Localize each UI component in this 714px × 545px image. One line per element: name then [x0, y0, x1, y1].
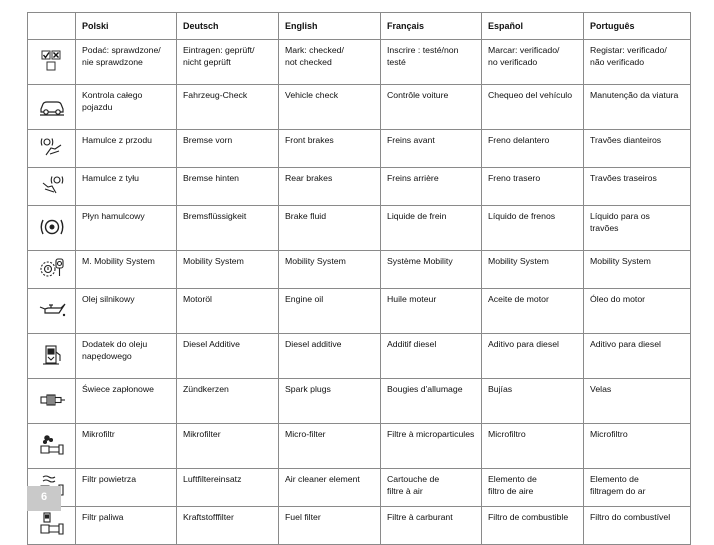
- cell-polski: Olej silnikowy: [76, 289, 177, 334]
- cell-espanol: Freno trasero: [482, 168, 584, 206]
- cell-deutsch: Zündkerzen: [177, 379, 279, 424]
- cell-portugues: Aditivo para diesel: [584, 334, 691, 379]
- cell-english: Front brakes: [279, 130, 381, 168]
- engine-oil-icon: [37, 298, 67, 322]
- table-row: [28, 168, 691, 206]
- spark-plug-icon: [37, 388, 67, 412]
- cell-deutsch: Bremse vorn: [177, 130, 279, 168]
- cell-espanol: Elemento de filtro de aire: [482, 469, 584, 507]
- cell-polski: Świece zapłonowe: [76, 379, 177, 424]
- cell-francais: Freins avant: [381, 130, 482, 168]
- cell-deutsch: Diesel Additive: [177, 334, 279, 379]
- header-deutsch: Deutsch: [177, 13, 279, 40]
- row-icon-cell: [28, 168, 76, 206]
- table-row: [28, 469, 691, 507]
- cell-polski: Filtr powietrza: [76, 469, 177, 507]
- cell-francais: Freins arrière: [381, 168, 482, 206]
- cell-polski: M. Mobility System: [76, 251, 177, 289]
- maintenance-translation-table: [27, 12, 690, 522]
- rear-brakes-icon: [37, 173, 67, 197]
- cell-english: Air cleaner element: [279, 469, 381, 507]
- cell-deutsch: Kraftstofffilter: [177, 507, 279, 545]
- cell-francais: Filtre à microparticules: [381, 424, 482, 469]
- header-english: English: [279, 13, 381, 40]
- cell-espanol: Aditivo para diesel: [482, 334, 584, 379]
- cell-espanol: Mobility System: [482, 251, 584, 289]
- cell-polski: Podać: sprawdzone/ nie sprawdzone: [76, 40, 177, 85]
- cell-english: Brake fluid: [279, 206, 381, 251]
- cell-polski: Mikrofiltr: [76, 424, 177, 469]
- cell-espanol: Filtro de combustible: [482, 507, 584, 545]
- cell-english: Micro-filter: [279, 424, 381, 469]
- cell-deutsch: Bremse hinten: [177, 168, 279, 206]
- cell-deutsch: Luftfiltereinsatz: [177, 469, 279, 507]
- table-row: [28, 379, 691, 424]
- cell-francais: Inscrire : testé/non testé: [381, 40, 482, 85]
- diesel-additive-icon: [37, 343, 67, 367]
- header-polski: Polski: [76, 13, 177, 40]
- cell-polski: Płyn hamulcowy: [76, 206, 177, 251]
- row-icon-cell: [28, 206, 76, 251]
- brake-fluid-icon: [37, 215, 67, 239]
- cell-deutsch: Eintragen: geprüft/ nicht geprüft: [177, 40, 279, 85]
- cell-portugues: Microfiltro: [584, 424, 691, 469]
- cell-polski: Dodatek do oleju napędowego: [76, 334, 177, 379]
- cell-portugues: Velas: [584, 379, 691, 424]
- table-row: [28, 206, 691, 251]
- table-row: [28, 424, 691, 469]
- header-row: [28, 13, 691, 40]
- cell-espanol: Bujías: [482, 379, 584, 424]
- row-icon-cell: [28, 334, 76, 379]
- micro-filter-icon: [37, 433, 67, 457]
- header-espanol: Español: [482, 13, 584, 40]
- cell-english: Engine oil: [279, 289, 381, 334]
- cell-espanol: Microfiltro: [482, 424, 584, 469]
- row-icon-cell: [28, 40, 76, 85]
- row-icon-cell: [28, 289, 76, 334]
- cell-francais: Huile moteur: [381, 289, 482, 334]
- car-check-icon: [37, 94, 67, 118]
- table-row: [28, 251, 691, 289]
- table-row: [28, 507, 691, 545]
- cell-portugues: Filtro do combustível: [584, 507, 691, 545]
- cell-english: Diesel additive: [279, 334, 381, 379]
- header-icon-column: [28, 13, 76, 40]
- table-row: [28, 40, 691, 85]
- front-brakes-icon: [37, 135, 67, 159]
- cell-portugues: Manutenção da viatura: [584, 85, 691, 130]
- cell-deutsch: Mobility System: [177, 251, 279, 289]
- cell-francais: Additif diesel: [381, 334, 482, 379]
- fuel-filter-icon: [37, 512, 67, 536]
- cell-portugues: Registar: verificado/ não verificado: [584, 40, 691, 85]
- cell-francais: Filtre à carburant: [381, 507, 482, 545]
- cell-francais: Système Mobility: [381, 251, 482, 289]
- header-portugues: Português: [584, 13, 691, 40]
- cell-english: Spark plugs: [279, 379, 381, 424]
- mobility-system-icon: [37, 256, 67, 280]
- row-icon-cell: [28, 85, 76, 130]
- cell-english: Rear brakes: [279, 168, 381, 206]
- translation-table: [27, 12, 691, 545]
- header-francais: Français: [381, 13, 482, 40]
- cell-francais: Contrôle voiture: [381, 85, 482, 130]
- cell-espanol: Líquido de frenos: [482, 206, 584, 251]
- cell-english: Fuel filter: [279, 507, 381, 545]
- cell-polski: Hamulce z przodu: [76, 130, 177, 168]
- row-icon-cell: [28, 424, 76, 469]
- checkbox-checked-unchecked-icon: [37, 49, 67, 73]
- table-row: [28, 130, 691, 168]
- cell-espanol: Chequeo del vehículo: [482, 85, 584, 130]
- cell-english: Mobility System: [279, 251, 381, 289]
- table-row: [28, 85, 691, 130]
- cell-deutsch: Fahrzeug-Check: [177, 85, 279, 130]
- cell-espanol: Aceite de motor: [482, 289, 584, 334]
- cell-francais: Cartouche de filtre à air: [381, 469, 482, 507]
- cell-espanol: Marcar: verificado/ no verificado: [482, 40, 584, 85]
- cell-portugues: Elemento de filtragem do ar: [584, 469, 691, 507]
- page-number: 6: [27, 486, 61, 511]
- cell-english: Vehicle check: [279, 85, 381, 130]
- cell-portugues: Travões dianteiros: [584, 130, 691, 168]
- cell-portugues: Travões traseiros: [584, 168, 691, 206]
- row-icon-cell: [28, 251, 76, 289]
- cell-portugues: Líquido para os travões: [584, 206, 691, 251]
- cell-polski: Kontrola całego pojazdu: [76, 85, 177, 130]
- cell-deutsch: Mikrofilter: [177, 424, 279, 469]
- cell-portugues: Mobility System: [584, 251, 691, 289]
- table-row: [28, 334, 691, 379]
- cell-polski: Hamulce z tyłu: [76, 168, 177, 206]
- cell-portugues: Óleo do motor: [584, 289, 691, 334]
- table-row: [28, 289, 691, 334]
- row-icon-cell: [28, 507, 76, 545]
- cell-deutsch: Bremsflüssigkeit: [177, 206, 279, 251]
- row-icon-cell: [28, 379, 76, 424]
- cell-deutsch: Motoröl: [177, 289, 279, 334]
- row-icon-cell: [28, 130, 76, 168]
- cell-english: Mark: checked/ not checked: [279, 40, 381, 85]
- cell-francais: Liquide de frein: [381, 206, 482, 251]
- cell-francais: Bougies d'allumage: [381, 379, 482, 424]
- cell-espanol: Freno delantero: [482, 130, 584, 168]
- cell-polski: Filtr paliwa: [76, 507, 177, 545]
